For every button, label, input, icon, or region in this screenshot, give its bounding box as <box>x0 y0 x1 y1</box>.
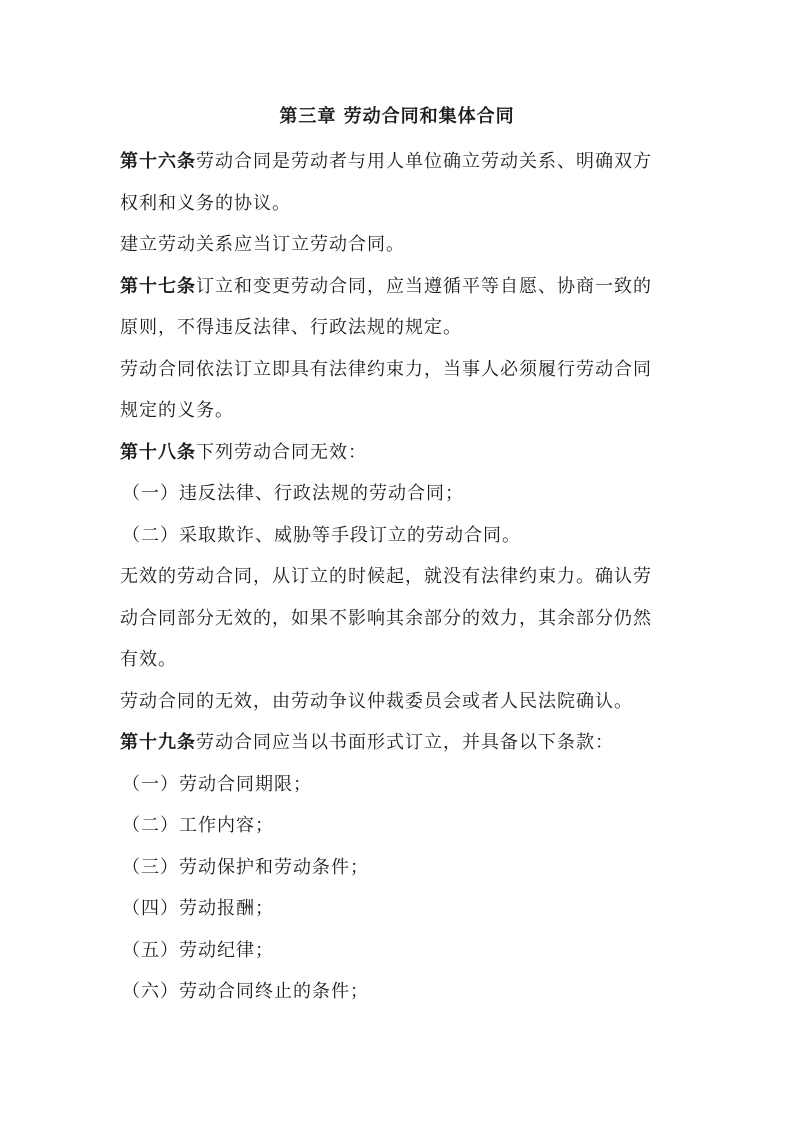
chapter-title: 第三章 劳动合同和集体合同 <box>279 106 515 127</box>
paragraph-text: （五）劳动纪律； <box>122 939 274 961</box>
paragraph-text: （三）劳动保护和劳动条件； <box>122 856 369 878</box>
paragraph-text: 订立和变更劳动合同，应当遵循平等自愿、协商一致的原则，不得违反法律、行政法规的规定。 <box>120 275 652 338</box>
list-item <box>120 764 668 806</box>
paragraph-text: 劳动合同是劳动者与用人单位确立劳动关系、明确双方权利和义务的协议。 <box>120 151 652 214</box>
paragraph <box>120 556 668 681</box>
paragraph <box>120 224 668 266</box>
paragraph-text: （六）劳动合同终止的条件； <box>122 981 369 1002</box>
paragraph <box>120 681 668 723</box>
paragraph-text: 建立劳动关系应当订立劳动合同。 <box>120 234 405 255</box>
paragraph-text: 无效的劳动合同，从订立的时候起，就没有法律约束力。确认劳动合同部分无效的，如果不影响其余部分的效力，其余部分仍然有效。 <box>120 566 652 670</box>
article-label: 第十八条 <box>120 441 196 463</box>
paragraph-text: （一）劳动合同期限； <box>122 773 312 795</box>
paragraph-text: 劳动合同应当以书面形式订立，并具备以下条款： <box>196 732 614 753</box>
article-label: 第十六条 <box>120 151 196 172</box>
paragraph-text: （一）违反法律、行政法规的劳动合同； <box>122 483 464 504</box>
paragraph-article-18 <box>120 432 668 474</box>
paragraph-text: （四）劳动报酬； <box>122 898 274 919</box>
list-item <box>120 515 668 557</box>
paragraph-text: 下列劳动合同无效： <box>196 441 367 463</box>
document-body <box>120 141 668 1013</box>
paragraph-text: 劳动合同依法订立即具有法律约束力，当事人必须履行劳动合同规定的义务。 <box>120 358 652 421</box>
article-label: 第十七条 <box>120 275 196 297</box>
list-item <box>120 888 668 930</box>
paragraph-article-16 <box>120 141 668 224</box>
list-item <box>120 930 668 972</box>
paragraph-article-19 <box>120 722 668 764</box>
paragraph-text: （二）工作内容； <box>122 815 274 836</box>
paragraph-text: 劳动合同的无效，由劳动争议仲裁委员会或者人民法院确认。 <box>120 690 633 712</box>
article-label: 第十九条 <box>120 732 196 753</box>
paragraph <box>120 349 668 432</box>
list-item <box>120 805 668 847</box>
list-item <box>120 971 668 1013</box>
list-item <box>120 473 668 515</box>
paragraph-article-17 <box>120 266 668 349</box>
paragraph-text: （二）采取欺诈、威胁等手段订立的劳动合同。 <box>122 524 521 546</box>
list-item <box>120 847 668 889</box>
